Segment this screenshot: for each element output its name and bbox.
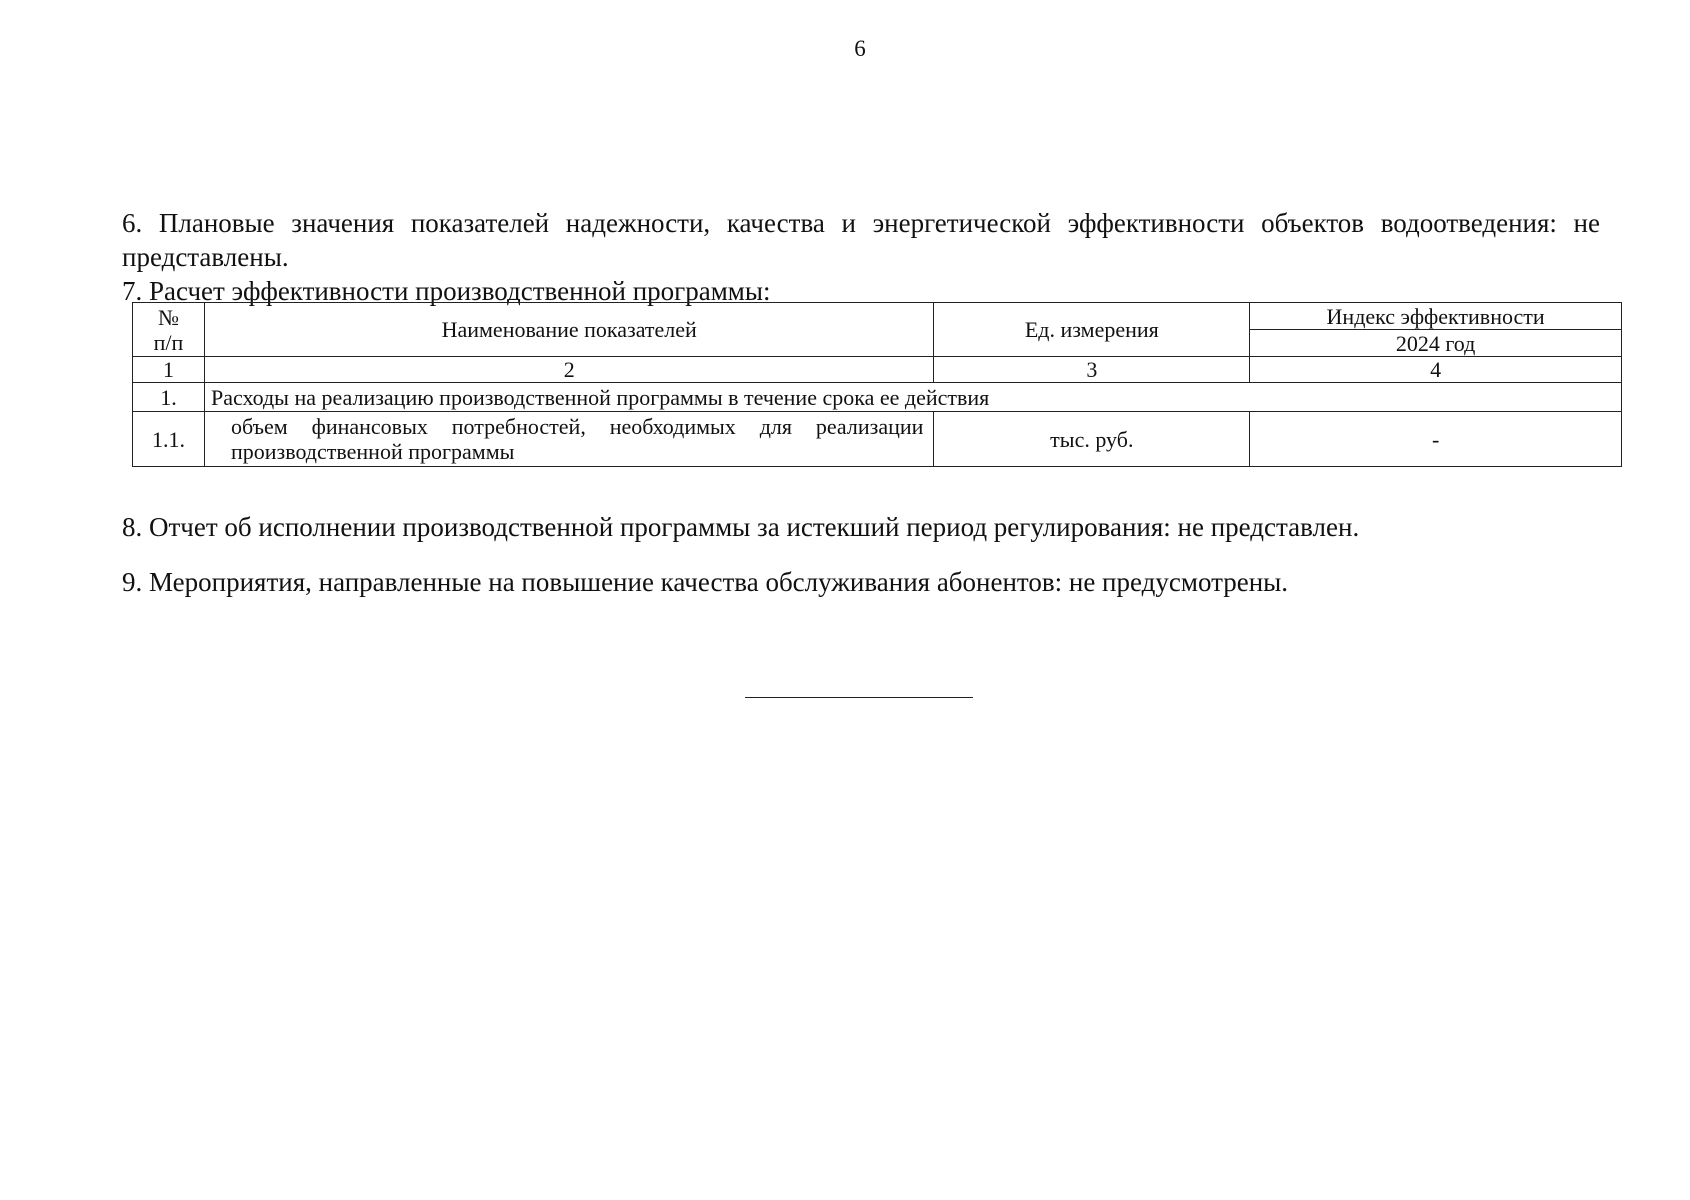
header-num: № п/п [133,303,205,357]
column-number-row [133,357,1622,383]
table-row [133,383,1622,412]
value-cell: - [1250,412,1622,467]
section-9-text: 9. Мероприятия, направленные на повышение качества обслуживания абонентов: не предусмотрены. [122,567,1289,597]
section-8-text: 8. Отчет об исполнении производственной программы за истекший период регулирования: не представлен. [122,512,1360,542]
column-number-cell: 4 [1250,357,1622,383]
table-row [133,412,1622,467]
table-header-row [133,303,1622,330]
unit-cell: тыс. руб. [934,412,1250,467]
section-7-heading: 7. Расчет эффективности производственной программы: [122,276,771,306]
row-number-cell: 1.1. [133,412,205,467]
header-name: Наименование показателей [204,303,933,357]
page-number: 6 [854,36,866,61]
header-year: 2024 год [1250,330,1622,357]
section-title-cell: Расходы на реализацию производственной программы в течение срока ее действия [204,383,1621,412]
section-6-text: 6. Плановые значения показателей надежности, качества и энергетической эффективности объектов водоотведения: не представлены. [122,208,1600,272]
efficiency-table [132,302,1622,467]
row-number-cell: 1. [133,383,205,412]
column-number-cell: 3 [934,357,1250,383]
column-number-cell: 2 [204,357,933,383]
header-unit: Ед. измерения [934,303,1250,357]
end-divider [745,697,973,698]
header-index: Индекс эффективности [1250,303,1622,330]
column-number-cell: 1 [133,357,205,383]
indicator-name-cell: объем финансовых потребностей, необходимых для реализации производственной программы [204,412,933,467]
